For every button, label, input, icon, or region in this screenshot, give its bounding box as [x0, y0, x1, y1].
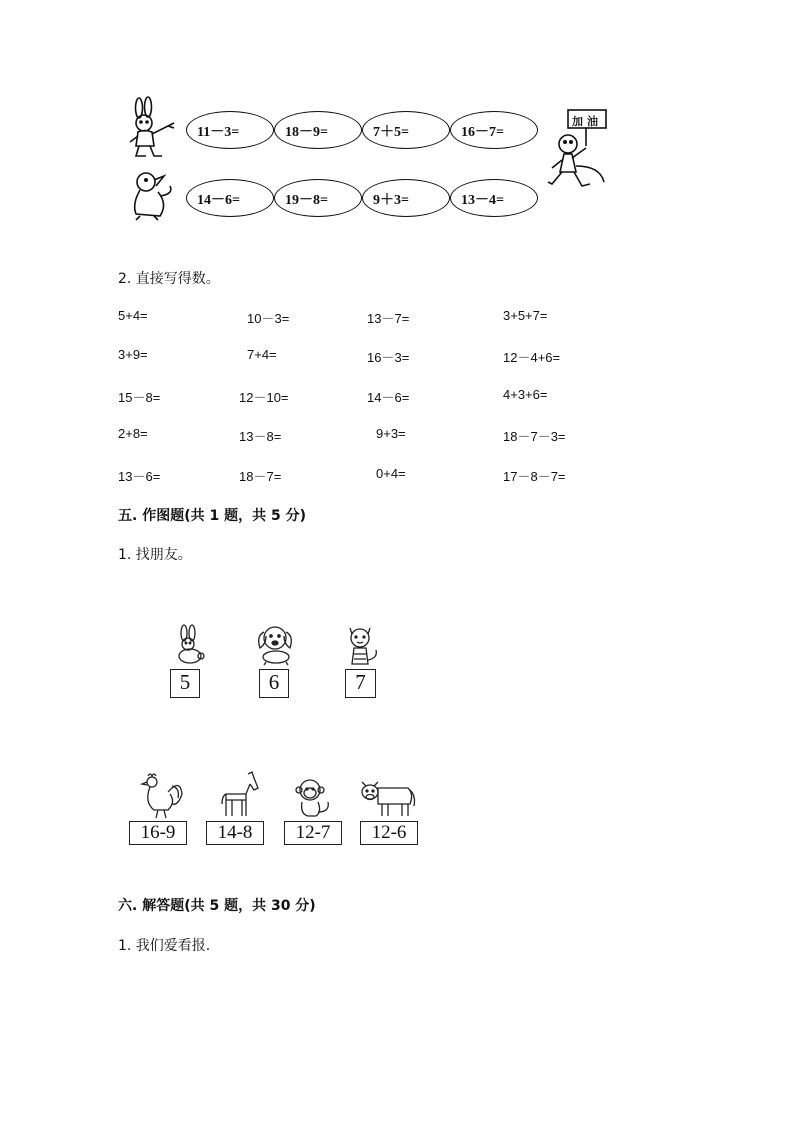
oval-problem: 7＋5= — [362, 111, 450, 149]
calc-item: 13－7= — [367, 311, 410, 326]
sign-text: 加油 — [572, 115, 602, 128]
calc-item: 13－6= — [118, 469, 161, 484]
tiger-icon — [338, 622, 382, 668]
section-heading: 五. 作图题(共 1 题，共 5 分) — [118, 508, 306, 524]
question-title: 1. 找朋友。 — [118, 547, 192, 563]
oval-problem: 13－4= — [450, 179, 538, 217]
calc-item: 17－8－7= — [503, 469, 566, 484]
calc-item: 9+3= — [376, 426, 406, 441]
rabbit-icon — [168, 624, 208, 666]
number-box: 5 — [170, 669, 200, 698]
cow-icon — [356, 776, 418, 820]
duck-icon — [126, 168, 178, 222]
expression-box: 14-8 — [206, 821, 264, 845]
expression-box: 12-6 — [360, 821, 418, 845]
expression-box: 16-9 — [129, 821, 187, 845]
rabbit-icon — [124, 96, 180, 160]
question-title: 1. 我们爱看报. — [118, 938, 211, 954]
oval-problem: 11－3= — [186, 111, 274, 149]
rooster-icon — [136, 772, 186, 820]
calc-item: 12－4+6= — [503, 350, 561, 365]
number-box: 6 — [259, 669, 289, 698]
calc-item: 15－8= — [118, 390, 161, 405]
horse-icon — [216, 770, 262, 820]
monkey-icon — [290, 776, 334, 820]
calc-item: 2+8= — [118, 426, 148, 441]
calc-item: 18－7－3= — [503, 429, 566, 444]
calc-item: 14－6= — [367, 390, 410, 405]
dog-icon — [252, 622, 298, 666]
oval-problem: 19－8= — [274, 179, 362, 217]
calc-item: 16－3= — [367, 350, 410, 365]
calc-item: 18－7= — [239, 469, 282, 484]
calc-item: 10－3= — [247, 311, 290, 326]
section-heading: 六. 解答题(共 5 题，共 30 分) — [118, 898, 316, 914]
calc-item: 3+9= — [118, 347, 148, 362]
calc-item: 12－10= — [239, 390, 289, 405]
oval-problem: 9＋3= — [362, 179, 450, 217]
calc-item: 3+5+7= — [503, 308, 548, 323]
number-box: 7 — [345, 669, 376, 698]
calc-item: 4+3+6= — [503, 387, 548, 402]
oval-problem: 18－9= — [274, 111, 362, 149]
oval-problem: 16－7= — [450, 111, 538, 149]
calc-item: 7+4= — [247, 347, 277, 362]
calc-item: 13－8= — [239, 429, 282, 444]
calc-item: 0+4= — [376, 466, 406, 481]
calc-item: 5+4= — [118, 308, 148, 323]
oval-problem: 14－6= — [186, 179, 274, 217]
question-title: 2. 直接写得数。 — [118, 271, 220, 287]
expression-box: 12-7 — [284, 821, 342, 845]
